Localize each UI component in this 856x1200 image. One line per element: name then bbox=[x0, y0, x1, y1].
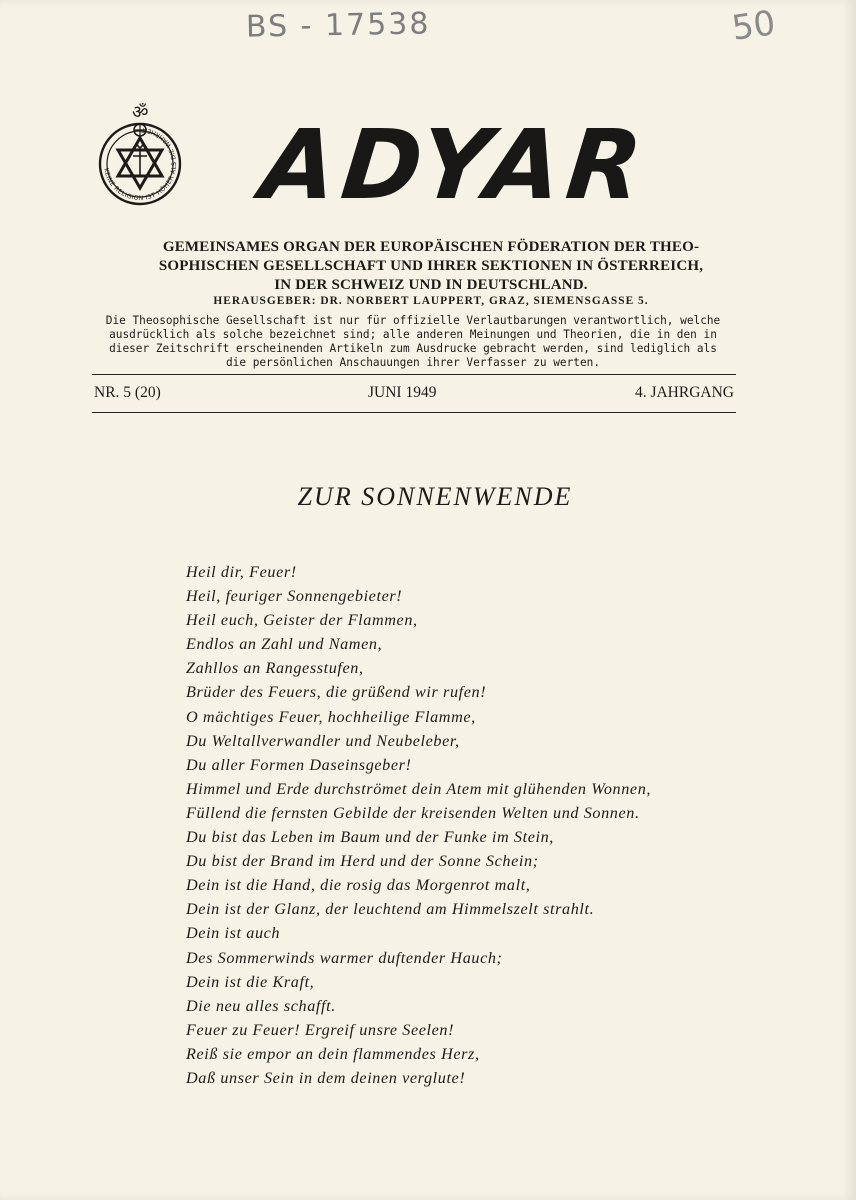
disclaimer-line: Die Theosophische Gesellschaft ist nur für offizielle Verlautbarungen verantwortlich, welche bbox=[105, 314, 721, 327]
subtitle-line: IN DER SCHWEIZ UND IN DEUTSCHLAND. bbox=[274, 277, 588, 293]
poem-line: Du bist der Brand im Herd und der Sonne Schein; bbox=[186, 852, 539, 871]
poem-body bbox=[186, 560, 786, 1090]
poem-line: Endlos an Zahl und Namen, bbox=[186, 635, 383, 654]
disclaimer-line: dieser Zeitschrift erscheinenden Artikeln zum Ausdrucke gebracht werden, sind lediglich als bbox=[109, 342, 717, 355]
theosophical-seal-icon bbox=[86, 100, 194, 212]
poem-line: Du bist das Leben im Baum und der Funke im Stein, bbox=[186, 828, 554, 847]
poem-line: Die neu alles schafft. bbox=[186, 996, 336, 1015]
poem-line: O mächtiges Feuer, hochheilige Flamme, bbox=[186, 707, 476, 726]
poem-line: Heil dir, Feuer! bbox=[186, 563, 297, 581]
poem-line: Dein ist auch bbox=[186, 924, 281, 943]
subtitle-line: SOPHISCHEN GESELLSCHAFT UND IHRER SEKTIONEN IN ÖSTERREICH, bbox=[158, 258, 704, 274]
poem-line: Feuer zu Feuer! Ergreif unsre Seelen! bbox=[186, 1020, 455, 1039]
poem-line: Des Sommerwinds warmer duftender Hauch; bbox=[186, 948, 503, 967]
om-symbol: ॐ bbox=[132, 102, 149, 123]
seal-motto: KEINE RELIGION IST HÖHER ALS DIE WAHRHEIT bbox=[102, 125, 179, 203]
poem-line: Du Weltallverwandler und Neubeleber, bbox=[186, 731, 460, 750]
poem-line: Himmel und Erde durchströmet dein Atem mit glühenden Wonnen, bbox=[186, 779, 652, 798]
poem-line: Zahllos an Rangesstufen, bbox=[186, 659, 364, 678]
disclaimer-line: die persönlichen Anschauungen ihrer Verfasser zu werten. bbox=[225, 356, 601, 369]
disclaimer bbox=[88, 314, 738, 370]
poem-line: Dein ist der Glanz, der leuchtend am Himmelszelt strahlt. bbox=[186, 900, 595, 919]
article-heading: ZUR SONNENWENDE bbox=[297, 482, 573, 511]
poem-line: Füllend die fernsten Gebilde der kreisenden Welten und Sonnen. bbox=[186, 803, 640, 822]
publisher-line: HERAUSGEBER: DR. NORBERT LAUPPERT, GRAZ, SIEMENSGASSE 5. bbox=[213, 295, 649, 307]
disclaimer-line: ausdrücklich als solche bezeichnet sind; alle anderen Meinungen und Theorien, die in den in bbox=[109, 328, 717, 341]
poem-line: Daß unser Sein in dem deinen verglute! bbox=[186, 1068, 466, 1087]
top-divider bbox=[92, 374, 736, 375]
subtitle-line: GEMEINSAMES ORGAN DER EUROPÄISCHEN FÖDERATION DER THEO- bbox=[162, 239, 700, 255]
handwritten-corner-note: 50 bbox=[729, 3, 778, 49]
masthead-subtitle bbox=[86, 238, 776, 295]
bottom-divider bbox=[92, 412, 736, 413]
magazine-title: ADYAR bbox=[256, 109, 653, 221]
poem-line: Heil, feuriger Sonnengebieter! bbox=[186, 587, 403, 606]
poem-line: Reiß sie empor an dein flammendes Herz, bbox=[186, 1044, 480, 1063]
poem-line: Brüder des Feuers, die grüßend wir rufen! bbox=[186, 683, 487, 702]
poem-line: Du aller Formen Daseinsgeber! bbox=[186, 755, 412, 774]
issue-number: NR. 5 (20) bbox=[94, 384, 161, 401]
issue-volume: 4. JAHRGANG bbox=[634, 384, 734, 401]
issue-date: JUNI 1949 bbox=[368, 384, 437, 401]
handwritten-catalog-number: BS - 17538 bbox=[245, 6, 431, 45]
poem-line: Dein ist die Hand, die rosig das Morgenrot malt, bbox=[186, 876, 531, 895]
poem-line: Dein ist die Kraft, bbox=[186, 972, 315, 991]
poem-line: Heil euch, Geister der Flammen, bbox=[186, 611, 418, 630]
issue-info-bar bbox=[92, 382, 736, 406]
